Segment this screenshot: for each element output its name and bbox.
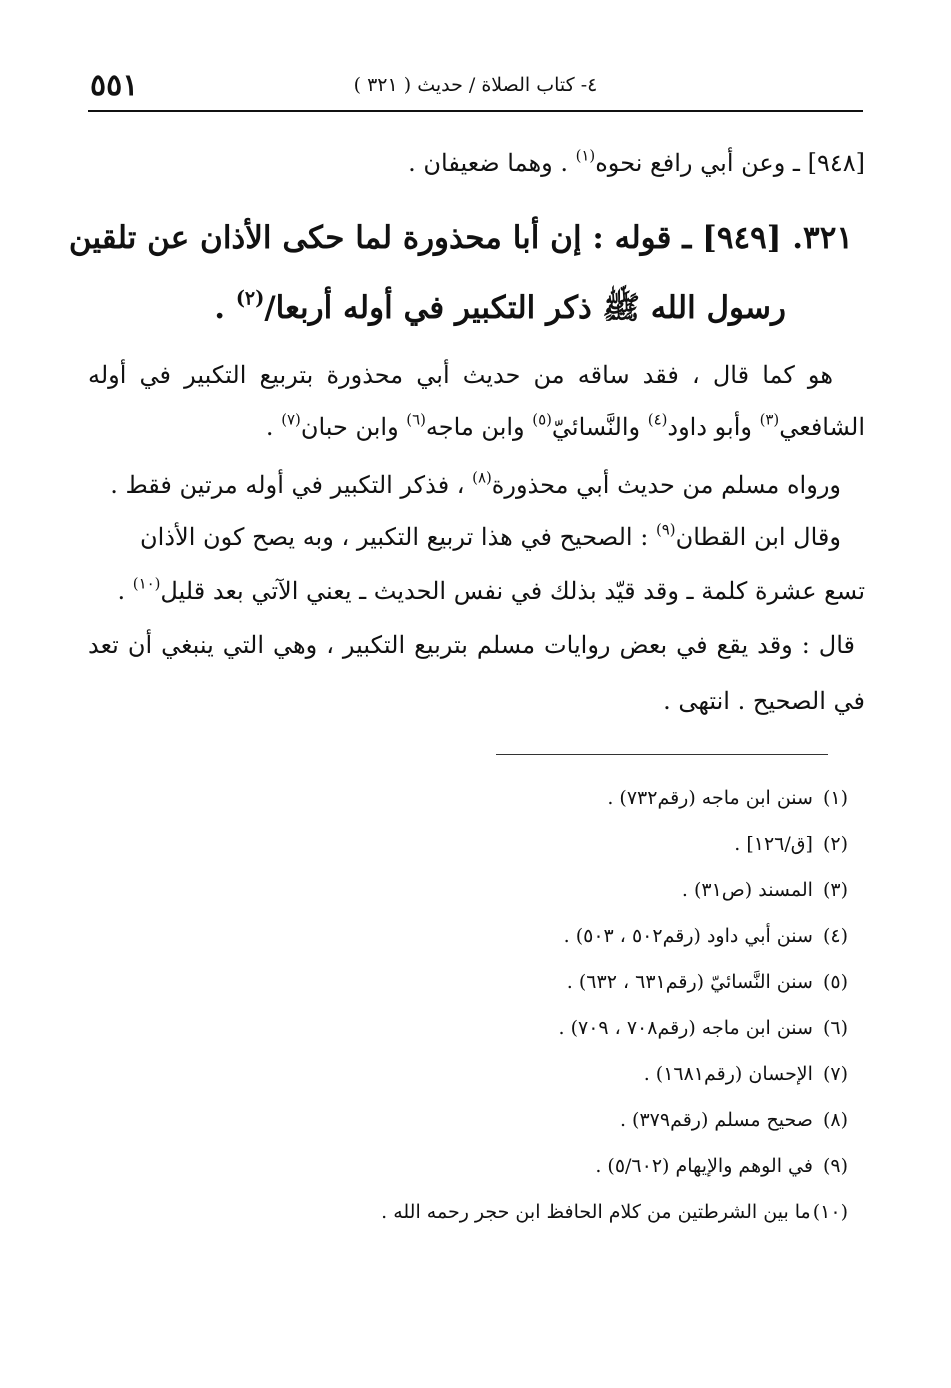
p1-text-c: والنَّسائيّ	[551, 413, 648, 441]
footnote-ref-5[interactable]: (٥)	[532, 410, 552, 429]
heading-line-1: ٣٢١. [٩٤٩] ـ قوله : إن أبا محذورة لما حكى الأذان عن تلقين	[68, 220, 853, 256]
header-rule	[88, 110, 863, 112]
footnote-item	[595, 1154, 848, 1179]
footnote-ref-6[interactable]: (٦)	[406, 410, 426, 429]
p2-text-a: ورواه مسلم من حديث أبي محذورة	[491, 471, 841, 499]
footnote-item	[644, 1062, 848, 1087]
hadith-948-line	[408, 148, 865, 179]
footnote-text: الإحسان (رقم١٦٨١) .	[643, 1063, 813, 1085]
footnote-text: المسند (ص٣١) .	[681, 879, 813, 901]
p3l2-text-a: تسع عشرة كلمة ـ وقد قيّد بذلك في نفس الحديث ـ يعني الآتي بعد قليل	[160, 577, 865, 605]
footnote-ref-7[interactable]: (٧)	[281, 410, 301, 429]
footnote-number: (٤)	[822, 925, 848, 947]
page-number: ٥٥١	[90, 68, 139, 103]
p3l2-text-b: .	[117, 577, 133, 605]
paragraph-1-line-1: هو كما قال ، فقد ساقه من حديث أبي محذورة بتربيع التكبير في أوله	[88, 361, 833, 389]
footnote-ref-10[interactable]: (١٠)	[132, 574, 161, 593]
footnote-text: [ق/١٢٦] .	[734, 833, 813, 855]
footnote-number: (١٠)	[812, 1201, 848, 1223]
p1-text-a: الشافعي	[779, 413, 865, 441]
footnote-ref-4[interactable]: (٤)	[647, 410, 668, 429]
footnote-text: سنن ابن ماجه (رقم٧٣٢) .	[607, 787, 813, 809]
p1-text-f: .	[265, 413, 282, 441]
heading-line-2-text: رسول الله ﷺ ذكر التكبير في أوله أربعا/	[264, 290, 786, 326]
p1-text-e: وابن حبان	[300, 413, 407, 441]
p3-text-a: وقال ابن القطان	[675, 523, 841, 551]
paragraph-1-line-2	[266, 412, 865, 443]
paragraph-3-line-2	[118, 576, 866, 607]
paragraph-2-line-1	[110, 470, 841, 501]
footnote-number: (٥)	[822, 971, 848, 993]
paragraph-3-line-1	[140, 522, 841, 553]
footnote-ref-9[interactable]: (٩)	[655, 520, 676, 539]
footnote-item	[381, 1200, 848, 1225]
footnote-number: (٦)	[822, 1017, 848, 1039]
p1-text-d: وابن ماجه	[425, 413, 533, 441]
footnote-item	[607, 786, 848, 811]
footnote-number: (٧)	[822, 1063, 848, 1085]
footnote-item	[620, 1108, 848, 1133]
footnote-text: سنن أبي داود (رقم٥٠٢ ، ٥٠٣) .	[563, 925, 813, 947]
p3-text-b: : الصحيح في هذا تربيع التكبير ، وبه يصح كون الأذان	[140, 523, 656, 551]
footnote-item	[558, 1016, 848, 1041]
footnote-ref-8[interactable]: (٨)	[472, 468, 492, 487]
p2-text-b: ، فذكر التكبير في أوله مرتين فقط .	[110, 471, 473, 499]
p1-text-b: وأبو داود	[667, 413, 760, 441]
footnote-item	[567, 970, 848, 995]
footnote-item	[564, 924, 848, 949]
footnote-ref-2[interactable]: (٢)	[235, 286, 265, 310]
footnote-item	[734, 832, 848, 857]
hadith-948-tail: . وهما ضعيفان .	[408, 149, 576, 177]
hadith-948-text: [٩٤٨] ـ وعن أبي رافع نحوه	[595, 149, 865, 177]
footnote-number: (٨)	[822, 1109, 848, 1131]
footnote-ref-3[interactable]: (٣)	[759, 410, 780, 429]
running-head: ٤- كتاب الصلاة / حديث ( ٣٢١ )	[353, 74, 598, 96]
footnote-ref-1[interactable]: (١)	[575, 146, 596, 165]
paragraph-3-line-3: قال : وقد يقع في بعض روايات مسلم بتربيع التكبير ، وهي التي ينبغي أن تعد	[88, 631, 855, 659]
page-header	[88, 66, 863, 112]
footnote-text: صحيح مسلم (رقم٣٧٩) .	[619, 1109, 813, 1131]
footnote-number: (٩)	[822, 1155, 848, 1177]
footnote-text: سنن النَّسائيّ (رقم٦٣١ ، ٦٣٢) .	[566, 971, 813, 993]
heading-line-2	[214, 288, 786, 328]
heading-line-2-tail: .	[214, 290, 236, 326]
paragraph-3-line-4: في الصحيح . انتهى .	[663, 687, 865, 715]
footnote-separator	[496, 754, 828, 755]
footnote-item	[682, 878, 848, 903]
footnote-number: (٢)	[822, 833, 848, 855]
footnote-text: ما بين الشرطتين من كلام الحافظ ابن حجر رحمه الله .	[381, 1201, 811, 1223]
footnote-number: (١)	[822, 787, 848, 809]
footnote-text: في الوهم والإيهام (٥/٦٠٢) .	[595, 1155, 813, 1177]
footnote-text: سنن ابن ماجه (رقم٧٠٨ ، ٧٠٩) .	[558, 1017, 813, 1039]
footnote-number: (٣)	[822, 879, 848, 901]
